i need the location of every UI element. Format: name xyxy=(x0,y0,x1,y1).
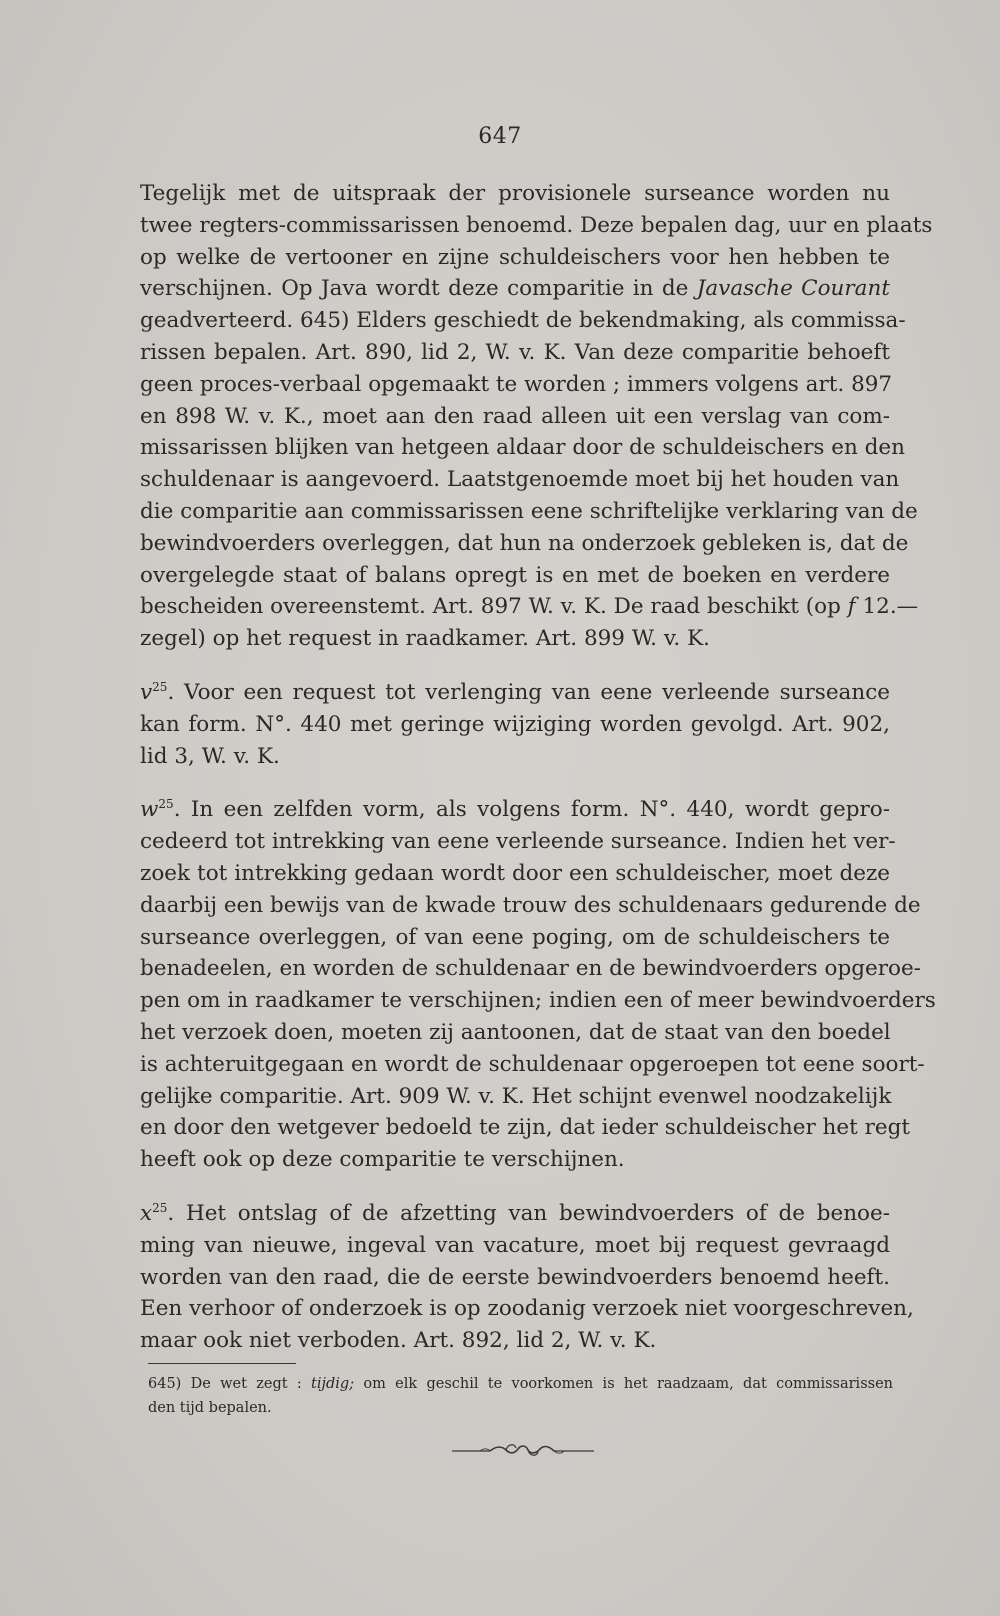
text-line: op welke de vertooner en zijne schuldeischers voor hen hebben te xyxy=(140,244,890,270)
text-line: cedeerd tot intrekking van eene verleende surseance. Indien het ver- xyxy=(140,829,896,855)
text-line: gelijke comparitie. Art. 909 W. v. K. Het schijnt evenwel noodzakelijk xyxy=(140,1083,892,1109)
footnote-line xyxy=(148,1372,893,1396)
text-line xyxy=(140,591,919,623)
text-line: rissen bepalen. Art. 890, lid 2, W. v. K. Van deze comparitie behoeft xyxy=(140,339,890,365)
text-line: en door den wetgever bedoeld te zijn, dat ieder schuldeischer het regt xyxy=(140,1115,911,1141)
text-line xyxy=(140,1198,890,1230)
text-line: surseance overleggen, of van eene poging, om de schuldeischers te xyxy=(140,924,890,950)
paragraph-x25 xyxy=(140,1198,914,1357)
text-line: die comparitie aan commissarissen eene schriftelijke verklaring van de xyxy=(140,498,918,524)
text-run: verschijnen. Op Java wordt deze comparitie in de xyxy=(140,276,697,302)
text-line: Tegelijk met de uitspraak der provisionele surseance worden nu xyxy=(140,181,890,206)
text-line: geen proces-verbaal opgemaakt te worden ; immers volgens art. 897 xyxy=(140,371,893,397)
footnote-divider xyxy=(148,1363,296,1364)
text-line: benadeelen, en worden de schuldenaar en de bewindvoerders opgeroe- xyxy=(140,956,921,982)
text-line: overgelegde staat of balans opregt is en met de boeken en verdere xyxy=(140,562,890,588)
text-line: en 898 W. v. K., moet aan den raad alleen uit een verslag van com- xyxy=(140,403,890,429)
text-run: . Het ontslag of de afzetting van bewindvoerders of de benoe- xyxy=(167,1200,890,1226)
text-line: zoek tot intrekking gedaan wordt door een schuldeischer, moet deze xyxy=(140,860,890,886)
paragraph-marker: w xyxy=(140,797,159,823)
text-run: 12.— xyxy=(855,594,919,620)
text-run: om elk geschil te voorkomen is het raadzaam, dat commissarissen xyxy=(354,1376,893,1392)
text-line: zegel) op het request in raadkamer. Art. 899 W. v. K. xyxy=(140,626,710,652)
text-run: . Voor een request tot verlenging van eene verleende surseance xyxy=(167,679,890,705)
flourish-ornament-icon xyxy=(450,1440,596,1460)
text-line: is achteruitgegaan en wordt de schuldenaar opgeroepen tot eene soort- xyxy=(140,1051,925,1077)
text-line: Een verhoor of onderzoek is op zoodanig verzoek niet voorgeschreven, xyxy=(140,1296,914,1322)
text-line: schuldenaar is aangevoerd. Laatstgenoemde moet bij het houden van xyxy=(140,467,900,493)
text-line: pen om in raadkamer te verschijnen; indien een of meer bewindvoerders xyxy=(140,988,936,1014)
italic-text: tijdig; xyxy=(311,1376,355,1392)
marker-superscript: 25 xyxy=(152,1200,168,1215)
text-run: . In een zelfden vorm, als volgens form. N°. 440, wordt gepro- xyxy=(173,797,890,823)
text-line: lid 3, W. v. K. xyxy=(140,743,280,769)
footnote-line: den tijd bepalen. xyxy=(148,1400,272,1416)
text-line: heeft ook op deze comparitie te verschijnen. xyxy=(140,1147,625,1173)
paragraph-marker: x xyxy=(140,1200,153,1226)
text-line: bewindvoerders overleggen, dat hun na onderzoek gebleken is, dat de xyxy=(140,530,909,556)
text-line: daarbij een bewijs van de kwade trouw des schuldenaars gedurende de xyxy=(140,892,921,918)
text-line: kan form. N°. 440 met geringe wijziging worden gevolgd. Art. 902, xyxy=(140,711,890,737)
text-line: geadverteerd. 645) Elders geschiedt de bekendmaking, als commissa- xyxy=(140,308,906,334)
marker-superscript: 25 xyxy=(158,797,174,812)
text-line xyxy=(140,794,890,826)
text-line: ming van nieuwe, ingeval van vacature, moet bij request gevraagd xyxy=(140,1232,890,1258)
italic-text: f xyxy=(847,594,856,620)
text-line: twee regters-commissarissen benoemd. Deze bepalen dag, uur en plaats xyxy=(140,212,933,238)
body-text xyxy=(140,178,936,1357)
text-line: maar ook niet verboden. Art. 892, lid 2, W. v. K. xyxy=(140,1328,657,1354)
paragraph-w25 xyxy=(140,794,936,1176)
italic-text: Javasche Courant xyxy=(696,276,890,302)
text-line xyxy=(140,677,890,709)
paragraph-intro xyxy=(140,178,933,655)
page-number: 647 xyxy=(478,124,522,149)
text-line: worden van den raad, die de eerste bewindvoerders benoemd heeft. xyxy=(140,1264,890,1290)
footnote xyxy=(148,1372,893,1420)
paragraph-marker: v xyxy=(140,679,153,705)
text-line: het verzoek doen, moeten zij aantoonen, dat de staat van den boedel xyxy=(140,1019,891,1045)
text-run: 645) De wet zegt : xyxy=(148,1376,312,1392)
text-line: missarissen blijken van hetgeen aldaar door de schuldeischers en den xyxy=(140,435,905,461)
text-line xyxy=(140,273,890,305)
marker-superscript: 25 xyxy=(152,679,168,694)
paragraph-v25 xyxy=(140,677,890,772)
text-run: bescheiden overeenstemt. Art. 897 W. v. K. De raad beschikt (op xyxy=(140,594,848,620)
